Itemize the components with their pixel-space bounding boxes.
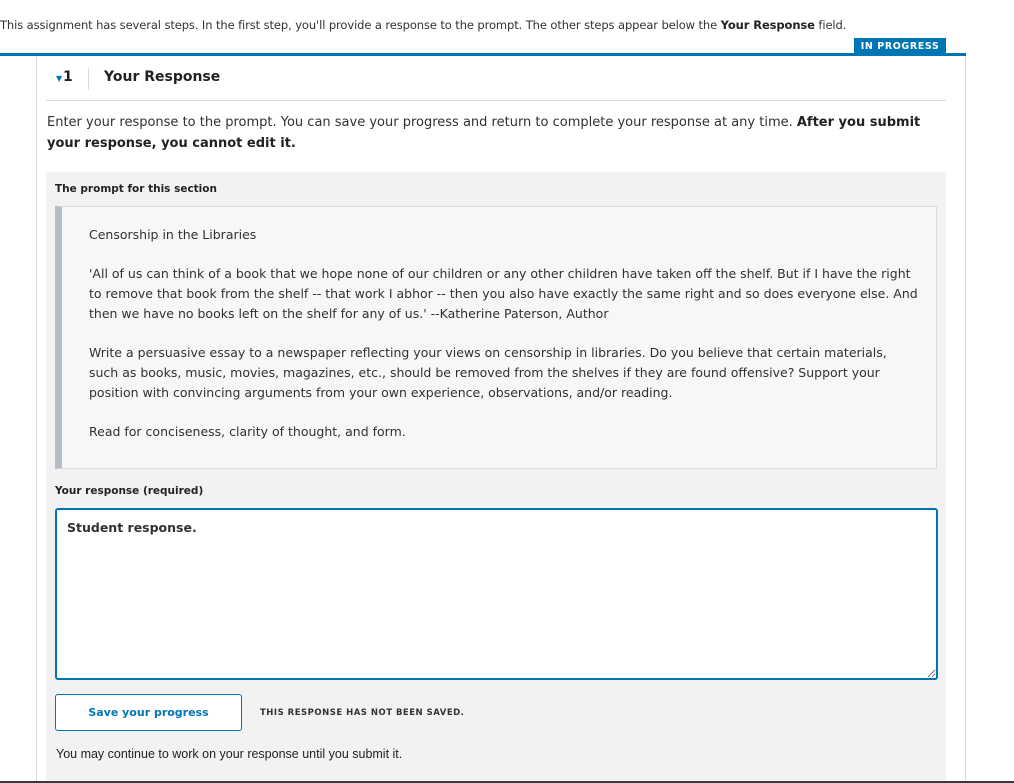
status-badge: IN PROGRESS bbox=[854, 38, 946, 55]
continue-note: You may continue to work on your response until you submit it. bbox=[56, 747, 403, 761]
prompt-text bbox=[89, 225, 919, 461]
intro-bold: Your Response bbox=[720, 18, 815, 32]
step-divider bbox=[88, 68, 89, 90]
instructions-bold: After you submit your response, you cannot edit it. bbox=[47, 115, 921, 151]
save-progress-button[interactable]: Save your progress bbox=[55, 694, 242, 731]
prompt-title: Censorship in the Libraries bbox=[89, 227, 257, 242]
prompt-task: Write a persuasive essay to a newspaper reflecting your views on censorship in libraries. Do you believe that certain materials, such as books, music, movies, magazines, etc., should be removed from the shelves if they are found offensive? Support your position with convincing arguments from your own experience, observations, and/or reading. bbox=[89, 345, 887, 400]
prompt-criteria: Read for conciseness, clarity of thought, and form. bbox=[89, 424, 406, 439]
response-instructions bbox=[47, 112, 947, 154]
step-number: 1 bbox=[63, 69, 73, 85]
intro-text: This assignment has several steps. In the first step, you'll provide a response to the prompt. The other steps appear below the bbox=[0, 18, 721, 32]
prompt-section bbox=[46, 172, 946, 783]
save-status: THIS RESPONSE HAS NOT BEEN SAVED. bbox=[260, 708, 465, 718]
prompt-quote: 'All of us can think of a book that we hope none of our children or any other children have taken off the shelf. But if I have the right to remove that book from the shelf -- that work I abhor -- then you also have exactly the same right and so does everyone else. And then we have no books left on the shelf for any of us.' --Katherine Paterson, Author bbox=[89, 266, 918, 321]
intro-text-end: field. bbox=[814, 18, 847, 32]
prompt-label: The prompt for this section bbox=[55, 183, 217, 195]
response-label: Your response (required) bbox=[55, 485, 204, 497]
caret-down-icon[interactable]: ▼ bbox=[56, 74, 63, 83]
assignment-intro bbox=[0, 18, 846, 32]
step-header[interactable] bbox=[46, 60, 946, 101]
instructions-text: Enter your response to the prompt. You can save your progress and return to complete your response at any time. bbox=[47, 115, 797, 130]
prompt-box bbox=[55, 206, 937, 469]
response-textarea[interactable] bbox=[55, 508, 938, 680]
step-title: Your Response bbox=[104, 69, 221, 85]
